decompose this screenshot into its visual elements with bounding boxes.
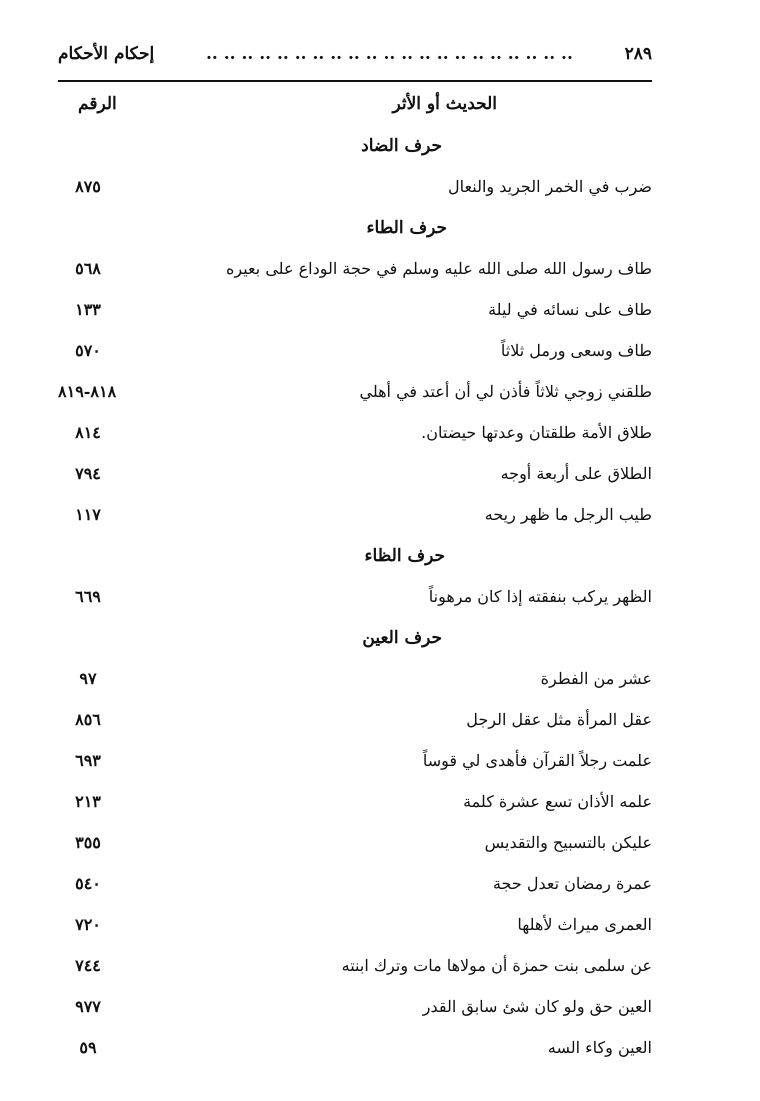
hadith-text: طاف على نسائه في ليلة (488, 300, 652, 319)
list-item (58, 579, 652, 620)
hadith-number: ٨٥٦ (75, 710, 101, 729)
list-item (58, 907, 652, 948)
list-item (58, 825, 652, 866)
hadith-number: ٥٦٨ (75, 259, 101, 278)
list-item (58, 415, 652, 456)
hadith-number: ٧٢٠ (75, 915, 101, 934)
hadith-number: ١١٧ (75, 505, 101, 524)
hadith-number: ٩٧ (79, 669, 97, 688)
hadith-number: ٥٤٠ (75, 874, 101, 893)
list-item (58, 948, 652, 989)
list-item (58, 1030, 652, 1071)
header-dots: .. .. .. .. .. .. .. .. .. .. .. .. .. .. .. .. .. .. .. .. .. (205, 44, 573, 64)
hadith-text: الطلاق على أربعة أوجه (500, 464, 652, 483)
running-header (58, 44, 652, 64)
hadith-number: ٦٦٩ (75, 587, 101, 606)
section-title: حرف الظاء (364, 546, 445, 566)
hadith-number: ٣٥٥ (75, 833, 101, 852)
hadith-number: ٧٤٤ (75, 956, 101, 975)
list-item (58, 292, 652, 333)
hadith-text: العمرى ميراث لأهلها (517, 915, 652, 934)
hadith-text: طاف وسعى ورمل ثلاثاً (500, 341, 652, 360)
hadith-text: الظهر يركب بنفقته إذا كان مرهوناً (428, 587, 652, 606)
hadith-number: ٦٩٣ (75, 751, 101, 770)
list-item (58, 456, 652, 497)
hadith-number: ٨١٨-٨١٩ (58, 382, 117, 401)
hadith-number: ٥٧٠ (75, 341, 101, 360)
hadith-text: عن سلمى بنت حمزة أن مولاها مات وترك ابنته (341, 956, 652, 975)
list-item (58, 374, 652, 415)
entries-list (58, 128, 652, 1071)
list-item (58, 784, 652, 825)
hadith-text: العين وكاء السه (547, 1038, 652, 1057)
section-heading (58, 210, 652, 251)
hadith-number: ٨٧٥ (75, 177, 101, 196)
hadith-number: ٢١٣ (75, 792, 101, 811)
hadith-text: طاف رسول الله صلى الله عليه وسلم في حجة الوداع على بعيره (226, 259, 652, 278)
hadith-text: طيب الرجل ما ظهر ريحه (484, 505, 652, 524)
hadith-number: ٨١٤ (75, 423, 101, 442)
list-item (58, 866, 652, 907)
hadith-text: العين حق ولو كان شئ سابق القدر (422, 997, 652, 1016)
hadith-text: طلقني زوجي ثلاثاً فأذن لي أن أعتد في أهلي (359, 382, 652, 401)
section-title: حرف العين (362, 628, 442, 648)
section-heading (58, 538, 652, 579)
hadith-number: ٥٩ (79, 1038, 97, 1057)
list-item (58, 333, 652, 374)
hadith-text: ضرب في الخمر الجريد والنعال (448, 177, 652, 196)
list-item (58, 702, 652, 743)
list-item (58, 989, 652, 1030)
list-item (58, 251, 652, 292)
list-item (58, 169, 652, 210)
hadith-number: ١٣٣ (75, 300, 101, 319)
hadith-text: عقل المرأة مثل عقل الرجل (466, 710, 652, 729)
text-column-header: الحديث أو الأثر (392, 94, 497, 114)
section-heading (58, 128, 652, 169)
section-title: حرف الطاء (366, 218, 447, 238)
hadith-text: عشر من الفطرة (540, 669, 652, 688)
hadith-text: عليكن بالتسبيح والتقديس (484, 833, 652, 852)
hadith-text: علمت رجلاً القرآن فأهدى لي قوساً (422, 751, 652, 770)
hadith-text: عمرة رمضان تعدل حجة (492, 874, 652, 893)
section-title: حرف الضاد (361, 136, 442, 156)
list-item (58, 743, 652, 784)
hadith-number: ٩٧٧ (75, 997, 101, 1016)
header-rule (58, 80, 652, 82)
section-heading (58, 620, 652, 661)
list-item (58, 661, 652, 702)
hadith-text: طلاق الأمة طلقتان وعدتها حيضتان. (421, 423, 652, 442)
hadith-text: علمه الأذان تسع عشرة كلمة (463, 792, 652, 811)
book-title: إحكام الأحكام (58, 44, 155, 64)
hadith-number: ٧٩٤ (75, 464, 101, 483)
number-column-header: الرقم (78, 94, 117, 114)
page-number: ٢٨٩ (624, 44, 652, 64)
list-item (58, 497, 652, 538)
